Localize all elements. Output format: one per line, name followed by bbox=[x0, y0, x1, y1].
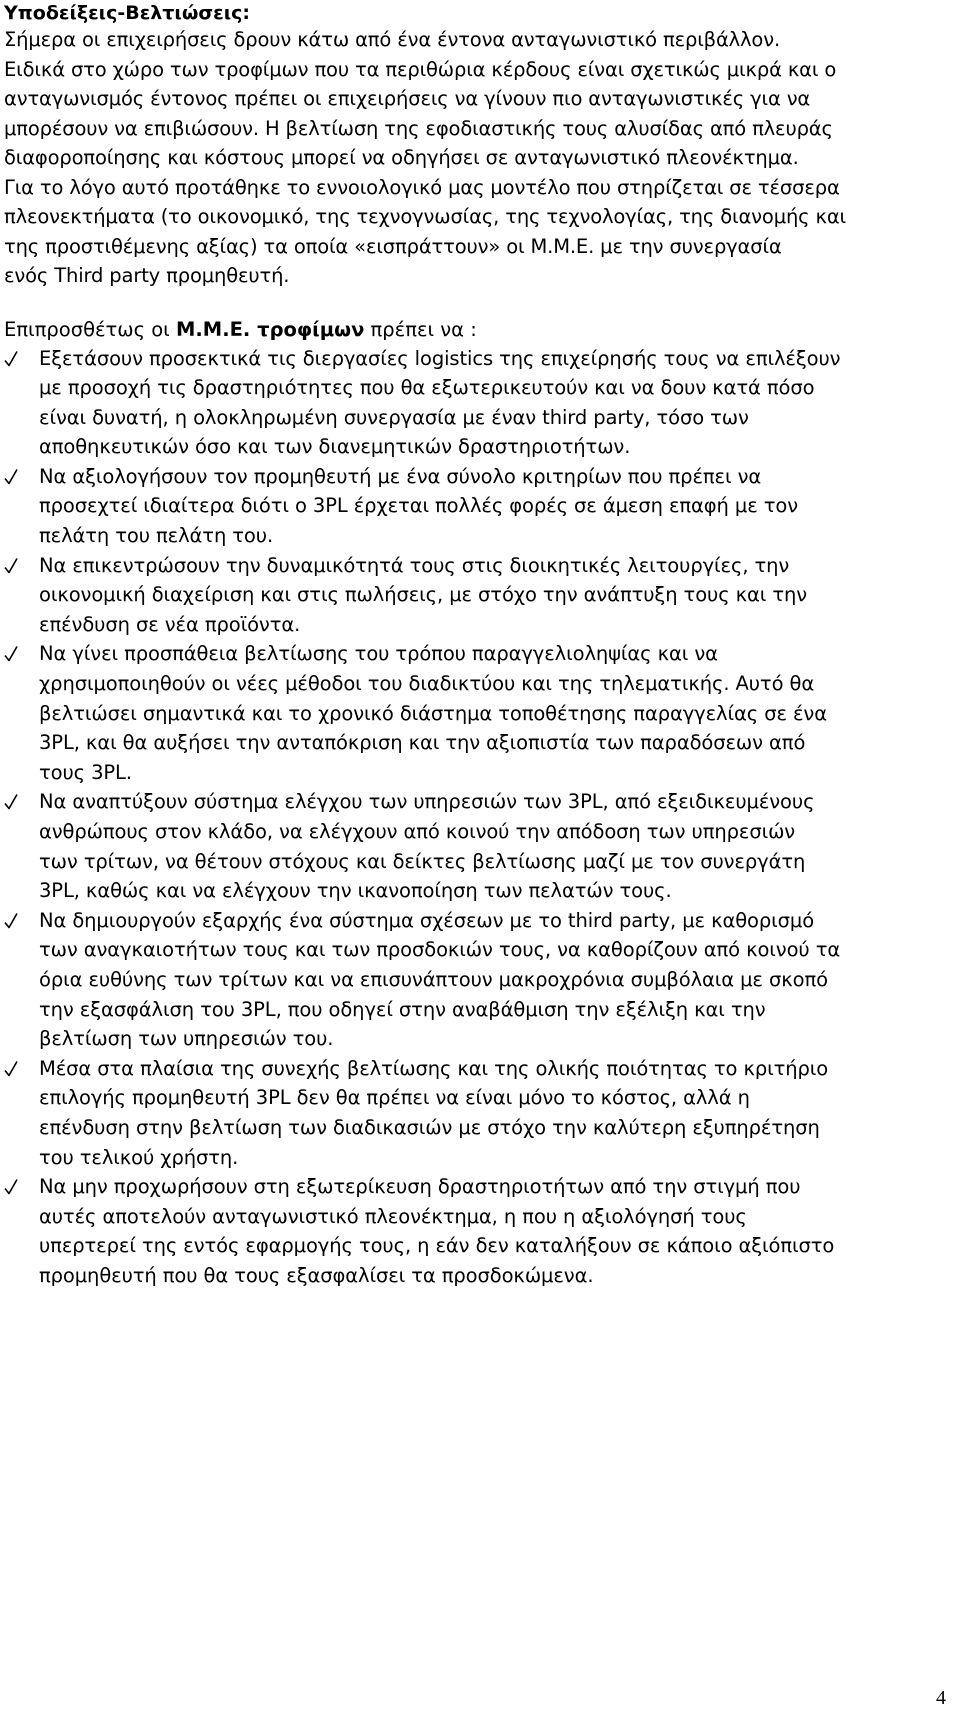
list-item-line: των τρίτων, να θέτουν στόχους και δείκτες βελτίωσης μαζί με τον συνεργάτη bbox=[39, 849, 806, 873]
list-item-line: επιλογής προμηθευτή 3PL δεν θα πρέπει να είναι μόνο το κόστος, αλλά η bbox=[39, 1086, 750, 1110]
list-item-line: των αναγκαιοτήτων τους και των προσδοκιών τους, να καθορίζουν από κοινού τα bbox=[39, 938, 841, 962]
list-item-line: προμηθευτή που θα τους εξασφαλίσει τα προσδοκώμενα. bbox=[39, 1263, 594, 1287]
list-lead-paragraph bbox=[4, 315, 940, 344]
checkmark-icon bbox=[4, 1178, 18, 1196]
checkmark-icon bbox=[4, 645, 18, 663]
list-item-line: επένδυση στην βελτίωση των διαδικασιών με στόχο την καλύτερη εξυπηρέτηση bbox=[39, 1115, 820, 1139]
checkmark-icon bbox=[4, 793, 18, 811]
page-number: 4 bbox=[936, 1687, 946, 1709]
list-item-line: είναι δυνατή, η ολοκληρωμένη συνεργασία με έναν third party, τόσο των bbox=[39, 405, 749, 429]
recommendation-list bbox=[4, 344, 940, 1291]
list-item-line: την εξασφάλιση του 3PL, που οδηγεί στην αναβάθμιση την εξέλιξη και την bbox=[39, 997, 766, 1021]
intro-paragraph bbox=[4, 25, 940, 291]
list-item-line: βελτίωση των υπηρεσιών του. bbox=[39, 1027, 334, 1051]
text-line: της προστιθέμενης αξίας) τα οποία «εισπράττουν» οι Μ.Μ.Ε. με την συνεργασία bbox=[4, 234, 782, 258]
list-item-line: ανθρώπους στον κλάδο, να ελέγχουν από κοινού την απόδοση των υπηρεσιών bbox=[39, 820, 796, 843]
list-item-line: με προσοχή τις δραστηριότητες που θα εξωτερικευτούν και να δουν κατά πόσο bbox=[39, 376, 815, 400]
list-item-line: Να μην προχωρήσουν στη εξωτερίκευση δραστηριοτήτων από την στιγμή που bbox=[39, 1175, 801, 1199]
list-item-line: Να γίνει προσπάθεια βελτίωσης του τρόπου παραγγελιοληψίας και να bbox=[39, 642, 718, 666]
list-item-line: προσεχτεί ιδιαίτερα διότι ο 3PL έρχεται πολλές φορές σε άμεση επαφή με τον bbox=[39, 494, 799, 518]
list-item-line: αποθηκευτικών όσο και των διανεμητικών δραστηριοτήτων. bbox=[39, 435, 631, 459]
list-item bbox=[4, 462, 940, 551]
lead-prefix: Επιπροσθέτως οι bbox=[4, 317, 176, 341]
text-line: ενός Third party προμηθευτή. bbox=[4, 264, 290, 287]
list-item-line: του τελικού χρήστη. bbox=[39, 1145, 239, 1169]
list-item bbox=[4, 344, 940, 462]
list-item-line: Να αξιολογήσουν τον προμηθευτή με ένα σύνολο κριτηρίων που πρέπει να bbox=[39, 464, 762, 488]
checkmark-icon bbox=[4, 350, 18, 368]
list-item-line: Να αναπτύξουν σύστημα ελέγχου των υπηρεσιών των 3PL, από εξειδικευμένους bbox=[39, 790, 815, 814]
section-heading: Υποδείξεις-Βελτιώσεις: bbox=[4, 2, 250, 24]
document-page bbox=[4, 2, 940, 1291]
checkmark-icon bbox=[4, 468, 18, 486]
list-item-line: χρησιμοποιηθούν οι νέες μέθοδοι του διαδικτύου και της τηλεματικής. Αυτό θα bbox=[39, 672, 815, 696]
list-item bbox=[4, 906, 940, 1054]
text-line: Σήμερα οι επιχειρήσεις δρουν κάτω από ένα έντονα ανταγωνιστικό περιβάλλον. bbox=[4, 28, 781, 51]
list-item-line: επένδυση σε νέα προϊόντα. bbox=[39, 612, 301, 636]
list-item bbox=[4, 551, 940, 640]
list-item-line: 3PL, καθώς και να ελέγχουν την ικανοποίηση των πελατών τους. bbox=[39, 879, 672, 903]
text-line: μπορέσουν να επιβιώσουν. Η βελτίωση της εφοδιαστικής τους αλυσίδας από πλευράς bbox=[4, 116, 833, 140]
list-item-line: 3PL, και θα αυξήσει την ανταπόκριση και την αξιοπιστία των παραδόσεων από bbox=[39, 731, 806, 755]
lead-suffix: πρέπει να : bbox=[364, 317, 477, 341]
list-item-line: οικονομική διαχείριση και στις πωλήσεις, με στόχο την ανάπτυξη τους και την bbox=[39, 583, 808, 607]
checkmark-icon bbox=[4, 557, 18, 575]
list-item-line: υπερτερεί της εντός εφαρμογής τους, η εάν δεν καταλήξουν σε κάποιο αξιόπιστο bbox=[39, 1234, 835, 1258]
list-item-line: πελάτη του πελάτη του. bbox=[39, 524, 274, 548]
list-item-line: αυτές αποτελούν ανταγωνιστικό πλεονέκτημα, η που η αξιολόγησή τους bbox=[39, 1204, 747, 1228]
list-item-line: τους 3PL. bbox=[39, 760, 132, 784]
list-item-line: Να επικεντρώσουν την δυναμικότητά τους στις διοικητικές λειτουργίες, την bbox=[39, 553, 790, 577]
list-item-line: Εξετάσουν προσεκτικά τις διεργασίες logistics της επιχείρησής τους να επιλέξουν bbox=[39, 346, 841, 370]
text-line: διαφοροποίησης και κόστους μπορεί να οδηγήσει σε ανταγωνιστικό πλεονέκτημα. bbox=[4, 146, 799, 169]
list-item-line: Μέσα στα πλαίσια της συνεχής βελτίωσης και της ολικής ποιότητας το κριτήριο bbox=[39, 1056, 829, 1080]
list-item bbox=[4, 1172, 940, 1290]
lead-bold-term: Μ.Μ.Ε. τροφίμων bbox=[175, 317, 365, 341]
text-line: Ειδικά στο χώρο των τροφίμων που τα περιθώρια κέρδους είναι σχετικώς μικρά και ο bbox=[4, 57, 837, 81]
text-line: ανταγωνισμός έντονος πρέπει οι επιχειρήσεις να γίνουν πιο ανταγωνιστικές για να bbox=[4, 87, 811, 110]
text-line: πλεονεκτήματα (το οικονομικό, της τεχνογνωσίας, της τεχνολογίας, της διανομής και bbox=[4, 205, 846, 228]
list-item-line: Να δημιουργούν εξαρχής ένα σύστημα σχέσεων με το third party, με καθορισμό bbox=[39, 908, 815, 932]
checkmark-icon bbox=[4, 912, 18, 930]
list-item-line: βελτιώσει σημαντικά και το χρονικό διάστημα τοποθέτησης παραγγελίας σε ένα bbox=[39, 701, 827, 725]
list-item-line: όρια ευθύνης των τρίτων και να επισυνάπτουν μακροχρόνια συμβόλαια με σκοπό bbox=[39, 967, 828, 991]
list-item bbox=[4, 639, 940, 787]
text-line: Για το λόγο αυτό προτάθηκε το εννοιολογικό μας μοντέλο που στηρίζεται σε τέσσερα bbox=[4, 175, 840, 199]
list-item bbox=[4, 787, 940, 905]
checkmark-icon bbox=[4, 1060, 18, 1078]
list-item bbox=[4, 1054, 940, 1172]
